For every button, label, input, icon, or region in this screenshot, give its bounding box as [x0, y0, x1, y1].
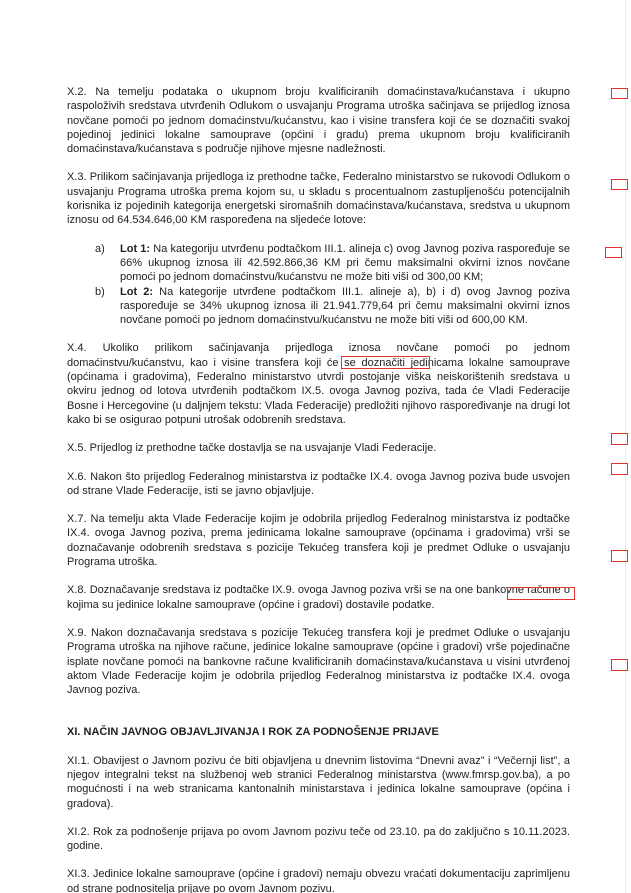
lot2-label: Lot 2:: [120, 285, 153, 298]
list-marker-b: b): [95, 285, 105, 298]
lot1-label: Lot 1:: [120, 242, 151, 255]
document-content: [67, 85, 570, 893]
paragraph-x9: X.9. Nakon doznačavanja sredstava s pozicije Tekućeg transfera koji je predmet Odluke o usvajanju Programa utroška na njihove račune, jedinice lokalne samouprave (općine i gradovi) vrše pojedinačne isplate novčane pomoći na bankovne račune kvalificiranih domaćinstava/kućanstava u visini utvrđenoj aktom Vlade Federacije kojim je odobrila prijedlog Federalnog ministarstva iz podtačke IX.4. ovoga Javnog poziva.: [67, 626, 570, 697]
paragraph-x8: X.8. Doznačavanje sredstava iz podtačke IX.9. ovoga Javnog poziva vrši se na one bankovne račune o kojima su jedinice lokalne samouprave (općine i gradovi) dostavile podatke.: [67, 584, 570, 611]
paragraph-x2: X.2. Na temelju podataka o ukupnom broju kvalificiranih domaćinstava/kućanstava i ukupno raspoloživih sredstava utvrđenih Odlukom o usvajanju Programa utroška sačinjava se prijedlog iznosa novčane pomoći po jednom domaćinstvu/kućanstvu, kao i visine transfera koji će se doznačiti svakoj pojedinoj jedinici lokalne samouprave (općini i gradu) prema ukupnom broju kvalificiranih domaćinstava/kućanstava s područje njihove mjesne nadležnosti.: [67, 86, 570, 156]
paragraph-x6: X.6. Nakon što prijedlog Federalnog ministarstva iz podtačke IX.4. ovoga Javnog poziva bude usvojen od strane Vlade Federacije, isti se javno objavljuje.: [67, 470, 570, 497]
paragraph-xi3: XI.3. Jedinice lokalne samouprave (općine i gradovi) nemaju obvezu vraćati dokumentaciju zaprimljenu od strane podnositelja prijave po ovom Javnom pozivu.: [67, 868, 570, 893]
paragraph-x5: X.5. Prijedlog iz prethodne tačke dostavlja se na usvajanje Vladi Federacije.: [67, 442, 437, 455]
list-item-lot1: [67, 242, 570, 285]
paragraph-x3: X.3. Prilikom sačinjavanja prijedloga iz prethodne tačke, Federalno ministarstvo se rukovodi Odlukom o usvajanju Programa utroška prema kojom su, u skladu s procentualnom zastupljenošću potencijalnih korisnika iz pojedinih kategorija energetski siromašnih domaćinstava/kućanstava, sredstva u ukupnom iznosu od 64.534.646,00 KM raspoređena na sljedeće lotove:: [67, 171, 570, 227]
annotation-mark: [605, 247, 622, 258]
section-heading-xi: XI. NAČIN JAVNOG OBJAVLJIVANJA I ROK ZA PODNOŠENJE PRIJAVE: [67, 726, 439, 739]
lot-list: [67, 242, 570, 328]
list-marker-a: a): [95, 242, 105, 255]
list-item-lot2: [67, 285, 570, 328]
paragraph-xi1: XI.1. Obavijest o Javnom pozivu će biti objavljena u dnevnim listovima “Dnevni avaz” i “Večernji list”, a njegov integralni tekst na službenoj web stranici Federalnog ministarstva (www.fmrsp.gov.ba), a po mogućnosti i na web stranicama kantonalnih ministarstava i jedinica lokalne samouprave (općina i gradova).: [67, 754, 570, 810]
paragraph-x7: X.7. Na temelju akta Vlade Federacije kojim je odobrila prijedlog Federalnog ministarstva iz podtačke IX.4. ovoga Javnog poziva, prema jedinicama lokalne samouprave (općinama i gradovima) vrši se doznačavanje odobrenih sredstava s pozicije Tekućeg transfera koji je predmet Odluke o usvajanju Programa utroška.: [67, 513, 570, 569]
lot2-text: Na kategorije utvrđene podtačkom III.1. alineje a), b) i d) ovog Javnog poziva raspoređuje se 34% ukupnog iznosa ili 21.941.779,64 pri čemu maksimalni okvirni iznos novčane pomoći po jednom domaćinstvu/kućanstvu ne može biti viši od 600,00 KM.: [120, 285, 570, 327]
list-item-body: [120, 242, 570, 285]
paragraph-x4: X.4. Ukoliko prilikom sačinjavanja prijedloga iznosa novčane pomoći po jednom domaćinstvu/kućanstvu, kao i visine transfera koji će se doznačiti jedinicama lokalne samouprave (općinama i gradovima), Federalno ministarstvo utvrdi postojanje viška neiskorištenih sredstava u okviru jednog od lotova utvrđenih podtačkom IX.5. ovoga Javnog poziva, tada će Vladi Federacije Bosne i Hercegovine (u daljnjem tekstu: Vlada Federacije) predložiti njihovo raspoređivanje na drugi lot kako bi se osigurao potpuni utrošak odobrenih sredstava.: [67, 342, 570, 426]
list-item-body: [120, 285, 570, 328]
paragraph-xi2: XI.2. Rok za podnošenje prijava po ovom Javnom pozivu teče od 23.10. pa do zaključno s 10.11.2023. godine.: [67, 825, 570, 853]
lot1-text: Na kategoriju utvrđenu podtačkom III.1. alineja c) ovog Javnog poziva raspoređuje se 66% ukupnog iznosa ili 42.592.866,36 KM pri čemu maksimalni okvirni iznos novčane pomoći po jednom domaćinstvu/kućanstvu ne može biti viši od 300,00 KM;: [120, 242, 570, 284]
page-edge-line: [625, 0, 626, 893]
